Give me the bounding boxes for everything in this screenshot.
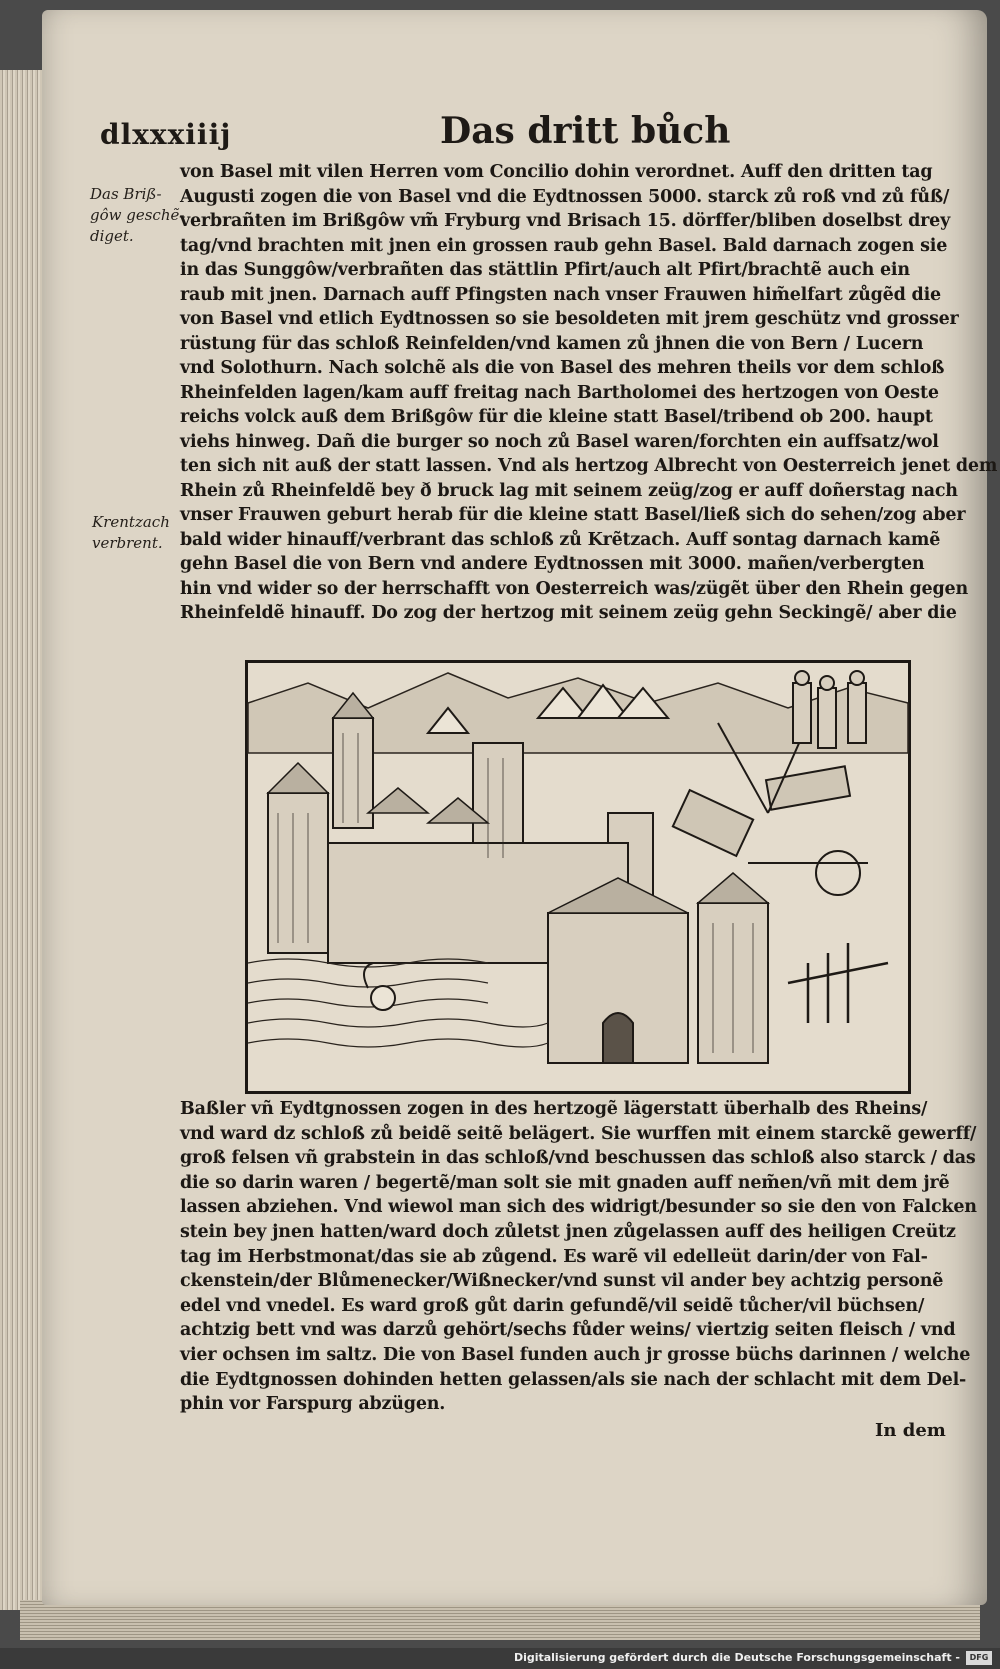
text-line: Rhein zů Rheinfeldẽ bey ð bruck lag mit seinem zeüg/zog er auff doñerstag nach — [180, 480, 958, 501]
text-line: vnd ward dz schloß zů beidẽ seitẽ belägert. Sie wurffen mit einem starckẽ gewerff/ — [180, 1123, 977, 1144]
woodcut-siege-scene — [248, 663, 908, 1091]
text-line: tag im Herbstmonat/das sie ab zůgend. Es warẽ vil edelleüt darin/der von Fal- — [180, 1246, 928, 1267]
text-line: raub mit jnen. Darnach auff Pfingsten nach vnser Frauwen him̃elfart zůgẽd die — [180, 284, 941, 305]
marginal-line: Das Briß- — [90, 185, 162, 203]
text-line: die Eydtgnossen dohinden hetten gelassen/als sie nach der schlacht mit dem Del- — [180, 1369, 967, 1390]
catchword: In dem — [875, 1420, 946, 1441]
text-line: viehs hinweg. Dañ die burger so noch zů Basel waren/forchten ein auffsatz/wol — [180, 431, 939, 452]
text-line: gehn Basel die von Bern vnd andere Eydtnossen mit 3000. mañen/verbergten — [180, 554, 925, 574]
digitization-credit: Digitalisierung gefördert durch die Deutsche Forschungsgemeinschaft - — [513, 1651, 960, 1664]
text-line: Rheinfeldẽ hinauff. Do zog der hertzog mit seinem zeüg gehn Seckingẽ/ aber die — [180, 603, 957, 623]
dfg-logo: DFG — [966, 1651, 992, 1665]
body-text-top — [180, 160, 998, 626]
text-line: hin vnd wider so der herrschafft von Oesterreich was/zügẽt über den Rhein gegen — [180, 578, 968, 599]
body-text-bottom — [180, 1097, 977, 1417]
folio-number: dlxxxiiij — [100, 118, 232, 151]
text-line: bald wider hinauff/verbrant das schloß zů Krẽtzach. Auff sontag darnach kamẽ — [180, 529, 941, 550]
footer-bar — [0, 1648, 1000, 1669]
marginal-line: verbrent. — [92, 534, 163, 552]
text-line: die so darin waren / begertẽ/man solt sie mit gnaden auff nem̃en/vñ mit dem jrẽ — [180, 1172, 950, 1193]
text-line: von Basel mit vilen Herren vom Concilio dohin verordnet. Auff den dritten tag — [180, 162, 933, 182]
text-line: Augusti zogen die von Basel vnd die Eydtnossen 5000. starck zů roß vnd zů fůß/ — [180, 186, 950, 207]
text-line: rüstung für das schloß Reinfelden/vnd kamen zů jhnen die von Bern / Lucern — [180, 333, 924, 354]
marginal-note-brisgau — [90, 184, 184, 247]
book-bottom-edges — [20, 1600, 980, 1640]
text-line: edel vnd vnedel. Es ward groß gůt darin gefundẽ/vil seidẽ tůcher/vil büchsen/ — [180, 1295, 925, 1316]
text-line: phin vor Farspurg abzügen. — [180, 1394, 446, 1415]
text-line: groß felsen vñ grabstein in das schloß/vnd beschussen das schloß also starck / das — [180, 1148, 976, 1169]
text-line: Baßler vñ Eydtgnossen zogen in des hertzogẽ lägerstatt überhalb des Rheins/ — [180, 1099, 928, 1119]
text-line: von Basel vnd etlich Eydtnossen so sie besoldeten mit jrem geschütz vnd grosser — [180, 309, 959, 329]
text-line: reichs volck auß dem Brißgôw für die kleine statt Basel/tribend ob 200. haupt — [180, 407, 933, 427]
text-line: vnser Frauwen geburt herab für die kleine statt Basel/ließ sich do sehen/zog aber — [180, 505, 966, 525]
woodcut-illustration — [245, 660, 911, 1094]
book-page-edges — [0, 70, 47, 1610]
marginal-line: Krentzach — [92, 513, 170, 531]
running-head: Das dritt bůch — [440, 110, 731, 152]
text-line: lassen abziehen. Vnd wiewol man sich des widrigt/besunder so sie den von Falcken — [180, 1197, 977, 1218]
text-line: vnd Solothurn. Nach solchẽ als die von Basel des mehren theils vor dem schloß — [180, 358, 945, 378]
text-line: ten sich nit auß der statt lassen. Vnd als hertzog Albrecht von Oesterreich jenet dem — [180, 456, 998, 476]
marginal-line: gôw geschẽ- — [90, 206, 185, 224]
text-line: vier ochsen im saltz. Die von Basel funden auch jr grosse büchs darinnen / welche — [180, 1344, 971, 1365]
text-line: achtzig bett vnd was darzů gehört/sechs fůder weins/ viertzig seiten fleisch / vnd — [180, 1320, 956, 1341]
text-line: ckenstein/der Blůmenecker/Wißnecker/vnd sunst vil ander bey achtzig personẽ — [180, 1271, 944, 1292]
marginal-note-krentzach — [92, 512, 170, 554]
page-header — [100, 110, 920, 160]
marginal-line: diget. — [90, 227, 134, 245]
text-line: stein bey jnen hatten/ward doch zůletst jnen zůgelassen auff des heiligen Creütz — [180, 1221, 956, 1242]
text-line: Rheinfelden lagen/kam auff freitag nach Bartholomei des hertzogen von Oeste — [180, 382, 939, 403]
text-line: in das Sunggôw/verbrañten das stättlin Pfirt/auch alt Pfirt/brachtẽ auch ein — [180, 260, 910, 280]
text-line: tag/vnd brachten mit jnen ein grossen raub gehn Basel. Bald darnach zogen sie — [180, 235, 948, 256]
text-line: verbrañten im Brißgôw vm̃ Fryburg vnd Brisach 15. dörffer/bliben doselbst drey — [180, 211, 951, 231]
